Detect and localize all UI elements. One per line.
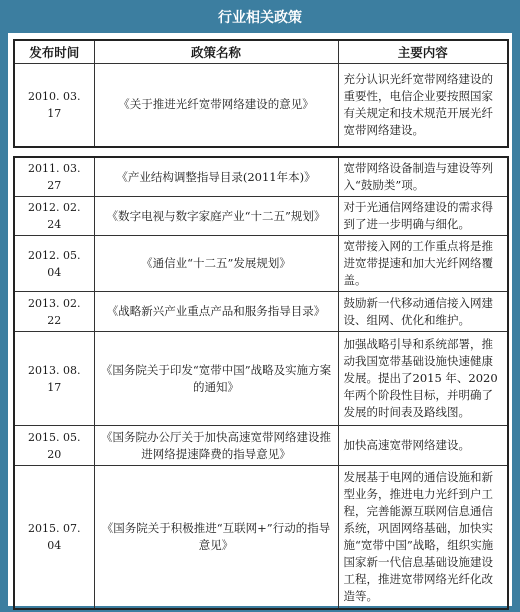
row-policy: 《产业结构调整指导目录(2011年本)》 [94,157,338,197]
policy-table-header [13,39,509,148]
row-content: 加快高速宽带网络建设。 [338,426,508,466]
row-date: 2013. 02. 22 [14,292,94,332]
row-date: 2012. 02. 24 [14,197,94,236]
row-date: 2015. 07. 04 [14,466,94,609]
table-row [14,466,508,609]
row-content: 充分认识光纤宽带网络建设的重要性，电信企业要按照国家有关规定和技术规范开展光纤宽带网络建设。 [338,64,508,147]
row-content: 发展基于电网的通信设施和新型业务，推进电力光纤到户工程，完善能源互联网信息通信系统，巩固网络基础，加快实施“宽带中国”战略，组织实施国家新一代信息基础设施建设工程，推进宽带网络光纤化改造等。 [338,466,508,609]
header-row [14,40,508,64]
row-date: 2013. 08. 17 [14,332,94,426]
row-content: 宽带网络设备制造与建设等列入“鼓励类”项。 [338,157,508,197]
row-content: 对于光通信网络建设的需求得到了进一步明确与细化。 [338,197,508,236]
table-row [14,332,508,426]
table-row [14,197,508,236]
row-policy: 《国务院关于积极推进“互联网+”行动的指导意见》 [94,466,338,609]
table-row [14,157,508,197]
row-policy: 《通信业“十二五”发展规划》 [94,236,338,292]
header-date: 发布时间 [14,40,94,64]
row-policy: 《数字电视与数字家庭产业“十二五”规划》 [94,197,338,236]
row-date: 2012. 05. 04 [14,236,94,292]
table-row [14,64,508,147]
row-date: 2010. 03. 17 [14,64,94,147]
row-content: 宽带接入网的工作重点将是推进宽带提速和加大光纤网络覆盖。 [338,236,508,292]
panel-title: 行业相关政策 [218,9,302,26]
header-content: 主要内容 [338,40,508,64]
table-row [14,426,508,466]
row-policy: 《国务院关于印发“宽带中国”战略及实施方案的通知》 [94,332,338,426]
row-date: 2015. 05. 20 [14,426,94,466]
table-row [14,292,508,332]
policy-table-body [13,156,509,610]
row-content: 鼓励新一代移动通信接入网建设、组网、优化和维护。 [338,292,508,332]
row-date: 2011. 03. 27 [14,157,94,197]
row-policy: 《战略新兴产业重点产品和服务指导目录》 [94,292,338,332]
row-policy: 《国务院办公厅关于加快高速宽带网络建设推进网络提速降费的指导意见》 [94,426,338,466]
header-policy: 政策名称 [94,40,338,64]
row-policy: 《关于推进光纤宽带网络建设的意见》 [94,64,338,147]
table-area [8,33,512,606]
row-content: 加强战略引导和系统部署，推动我国宽带基础设施快速健康发展。提出了2015 年、2020 年两个阶段性目标，并明确了发展的时间表及路线图。 [338,332,508,426]
table-row [14,236,508,292]
